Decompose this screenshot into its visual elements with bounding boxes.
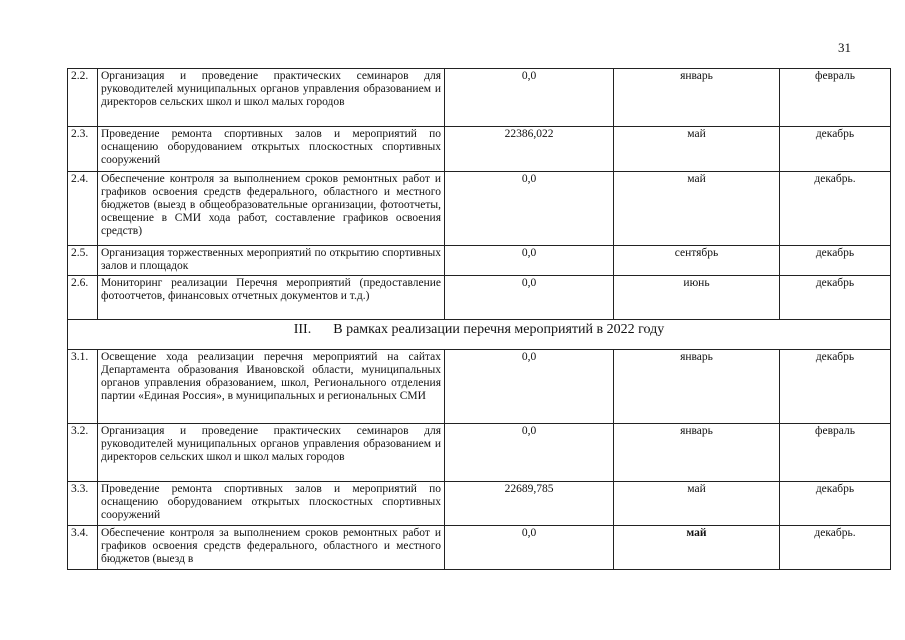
row-description: Организация торжественных мероприятий по открытию спортивных залов и площадок [98,246,445,276]
row-number: 3.4. [68,526,98,570]
table-row [68,172,891,246]
row-description: Проведение ремонта спортивных залов и мероприятий по оснащению оборудованием открытых плоскостных спортивных сооружений [98,127,445,172]
row-end-month: декабрь. [780,172,891,246]
table-row [68,424,891,482]
row-start-month: январь [614,424,780,482]
row-number: 2.6. [68,276,98,320]
row-start-month: май [614,127,780,172]
page-number: 31 [838,40,851,55]
row-start-month: май [614,172,780,246]
section-number: III. [293,322,312,337]
row-number: 2.5. [68,246,98,276]
table-row [68,246,891,276]
row-end-month: декабрь [780,276,891,320]
row-start-month: май [614,526,780,570]
row-description: Обеспечение контроля за выполнением сроков ремонтных работ и графиков освоения средств федерального, областного и местного бюджетов (выезд в общеобразовательные организации, фотоотчеты, освещение в СМИ хода работ, составление графиков освоения средств) [98,172,445,246]
row-number: 3.1. [68,350,98,424]
table-row [68,482,891,526]
section-header-row [68,320,891,350]
table-row [68,350,891,424]
row-amount: 0,0 [445,350,614,424]
row-description: Проведение ремонта спортивных залов и мероприятий по оснащению оборудованием открытых плоскостных спортивных сооружений [98,482,445,526]
activities-table [67,68,891,570]
row-description: Обеспечение контроля за выполнением сроков ремонтных работ и графиков освоения средств федерального, областного и местного бюджетов (выезд в [98,526,445,570]
row-amount: 22386,022 [445,127,614,172]
row-start-month: июнь [614,276,780,320]
row-amount: 22689,785 [445,482,614,526]
row-number: 2.3. [68,127,98,172]
table-row [68,526,891,570]
section-header [68,320,891,350]
row-description: Освещение хода реализации перечня мероприятий на сайтах Департамента образования Ивановской области, муниципальных органов управления образованием, школ, Регионального отделения партии «Единая Россия», в муниципальных и региональных СМИ [98,350,445,424]
row-amount: 0,0 [445,246,614,276]
row-amount: 0,0 [445,172,614,246]
row-description: Организация и проведение практических семинаров для руководителей муниципальных органов управления образованием и директоров сельских школ и школ малых городов [98,424,445,482]
table-row [68,127,891,172]
row-end-month: декабрь [780,350,891,424]
row-amount: 0,0 [445,69,614,127]
row-amount: 0,0 [445,526,614,570]
row-start-month: январь [614,350,780,424]
row-amount: 0,0 [445,424,614,482]
section-title: В рамках реализации перечня мероприятий в 2022 году [333,322,665,337]
row-number: 3.3. [68,482,98,526]
table-row [68,69,891,127]
row-description: Мониторинг реализации Перечня мероприятий (предоставление фотоотчетов, финансовых отчетных документов и т.д.) [98,276,445,320]
row-number: 2.2. [68,69,98,127]
table-row [68,276,891,320]
row-end-month: декабрь [780,127,891,172]
row-start-month: сентябрь [614,246,780,276]
row-description: Организация и проведение практических семинаров для руководителей муниципальных органов управления образованием и директоров сельских школ и школ малых городов [98,69,445,127]
row-end-month: декабрь [780,482,891,526]
row-end-month: февраль [780,69,891,127]
row-number: 3.2. [68,424,98,482]
row-number: 2.4. [68,172,98,246]
row-end-month: декабрь [780,246,891,276]
row-start-month: январь [614,69,780,127]
row-end-month: февраль [780,424,891,482]
row-end-month: декабрь. [780,526,891,570]
row-amount: 0,0 [445,276,614,320]
row-start-month: май [614,482,780,526]
